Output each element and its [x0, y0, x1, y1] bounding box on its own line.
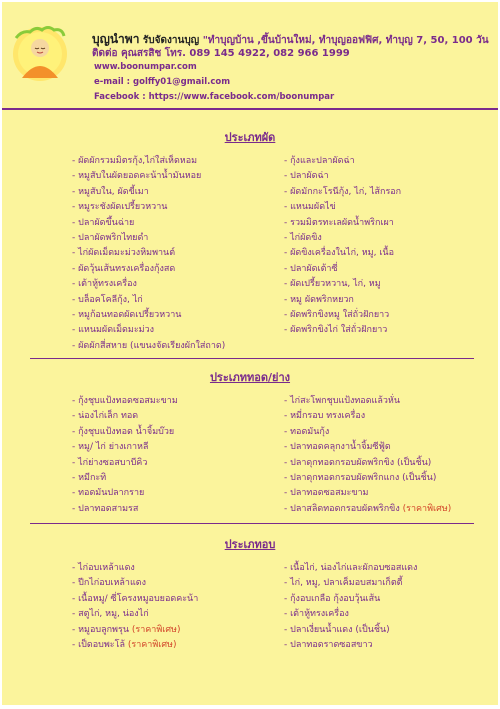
menu-item: - หมี่กรอบ ทรงเครื่อง [284, 411, 366, 422]
menu-item: - ปลาดุกทอดกรอบผัดพริกแกง (เป็นชิ้น) [284, 472, 437, 483]
section-title: ประเภทอบ [224, 538, 276, 551]
menu-item: - ปลาทอดคลุกงาน้ำจิ้มซีฟู้ด [284, 442, 391, 453]
menu-item: - ไก่ผัดขิง [284, 232, 322, 243]
menu-list-right [284, 561, 417, 653]
menu-item: - ปลาทอดสามรส [72, 503, 139, 514]
menu-item: - ปลาผัดฉ่า [284, 171, 329, 182]
menu-item: - ไก่อบเหล้าแดง [72, 563, 135, 573]
menu-item: - ผัดขิงเครื่องในไก่, หมู, เนื้อ [284, 248, 394, 259]
website-link[interactable]: www.boonumpar.com [94, 62, 197, 72]
email-link[interactable]: e-mail : golffy01@gmail.com [94, 77, 231, 87]
facebook-link[interactable]: Facebook : https://www.facebook.com/boonumpar [94, 92, 335, 102]
section-title: ประเภทผัด [224, 131, 276, 144]
menu-item: - ปลาเงี่ยนน้ำแดง (เป็นชิ้น) [284, 624, 390, 635]
menu-item: - ไก่, หมู, ปลาเค็มอบสมาเก็ตตี้ [284, 578, 403, 589]
menu-item: - กุ้งชุบแป้งทอด น้ำจิ้มบ๊วย [72, 426, 175, 437]
menu-item: - หมีกะทิ [72, 472, 107, 483]
menu-list-left [72, 394, 178, 517]
menu-item: - ผัดมักกะโรนีกุ้ง, ไก่, ไส้กรอก [284, 186, 402, 197]
menu-item: - หมูสับใน, ผัดขี้เมา [72, 186, 149, 197]
menu-item: - ไก่สะโพกชุบแป้งทอดแล้วหั่น [284, 396, 400, 406]
menu-item: - เนื้อไก่, น่องไก่และผักอบซอสแดง [284, 563, 418, 573]
menu-item: - เต้าหู้ทรงเครื่อง [284, 609, 349, 620]
contact-phone: ติดต่อ คุณสรสิช โทร. 089 145 4922, 082 966 1999 [92, 48, 350, 59]
menu-item: - แหนมผัดไข่ [284, 202, 336, 213]
menu-page [2, 2, 498, 705]
menu-list-right [284, 154, 401, 339]
section-title: ประเภททอด/ย่าง [209, 371, 291, 384]
menu-item: - ผัดวุ้นเส้นทรงเครื่องกุ้งสด [72, 263, 176, 274]
menu-item: - รวมมิตรทะเลผัดน้ำพริกเผา [284, 217, 394, 228]
menu-item [72, 623, 198, 638]
menu-item-label: - หมูอบลูกพรุน [72, 624, 129, 635]
menu-item: - แหนมผัดเม็ดมะม่วง [72, 325, 155, 336]
menu-item: - กุ้งและปลาผัดฉ่า [284, 156, 355, 166]
menu-item: - เนื้อหมู/ ซี่โครงหมูอบยอดคะน้า [72, 593, 199, 604]
menu-item: - ปลาผัดขึ้นฉ่าย [72, 217, 135, 228]
special-price-tag: (ราคาพิเศษ) [402, 503, 452, 514]
menu-item: - หมูระชังผัดเปรี้ยวหวาน [72, 202, 168, 213]
menu-item: - ปลาทอดราดซอสขาว [284, 639, 373, 650]
menu-item: - ผัดผักสี่สหาย (แขนงจัดเรียงผักใส่ถาด) [72, 340, 226, 351]
menu-item [284, 502, 451, 517]
header [2, 2, 498, 110]
menu-item: - หมูก้อนทอดผัดเปรี้ยวหวาน [72, 309, 182, 320]
menu-item: - ปลาทอดซอสมะขาม [284, 488, 369, 499]
menu-item: - สตูไก่, หมู, น่องไก่ [72, 609, 149, 620]
menu-list-left [72, 154, 225, 354]
menu-item: - ปลาดุกทอดกรอบผัดพริกขิง (เป็นชิ้น) [284, 457, 432, 468]
menu-item: - หมูสับในผัดยอดคะน้าน้ำมันหอย [72, 171, 202, 182]
menu-item: - ทอดมันกุ้ง [284, 426, 330, 437]
menu-item: - ไก่ย่างซอสบาบีคิว [72, 457, 148, 468]
menu-item-label: - เป็ดอบพะโล้ [72, 639, 125, 650]
menu-item [72, 638, 198, 653]
services-prefix: รับจัดงานบุญ [142, 35, 200, 46]
section-divider [30, 358, 474, 359]
menu-item: - เต้าหู้ทรงเครื่อง [72, 279, 137, 290]
menu-item: - ผัดผักรวมมิตรกุ้ง,ไก่ใส่เห็ดหอม [72, 156, 198, 166]
menu-list-left [72, 561, 198, 653]
menu-item: - ทอดมันปลากราย [72, 488, 145, 499]
menu-item: - ผัดพริกขิงหมู ใส่ถั่วฝักยาว [284, 309, 390, 320]
menu-item: - หมู ผัดพริกหยวก [284, 294, 354, 305]
menu-item: - ปีกไก่อบเหล้าแดง [72, 578, 146, 589]
special-price-tag: (ราคาพิเศษ) [131, 624, 181, 635]
menu-item: - ผัดพริกขิงไก่ ใส่ถั่วฝักยาว [284, 325, 388, 336]
monk-logo-icon [10, 24, 70, 84]
menu-item: - ผัดเปรี้ยวหวาน, ไก่, หมู [284, 279, 381, 290]
menu-item: - ปลาผัดเต้าซี่ [284, 263, 338, 274]
menu-item: - กุ้งชุบแป้งทอดซอสมะขาม [72, 396, 178, 406]
menu-item: - บล็อคโคลีกุ้ง, ไก่ [72, 294, 143, 305]
special-price-tag: (ราคาพิเศษ) [127, 639, 177, 650]
services-list: "ทำบุญบ้าน ,ขึ้นบ้านใหม่, ทำบุญออฟฟิศ, ทำบุญ 7, 50, 100 วัน [202, 35, 489, 46]
menu-item-label: - ปลาสลิดทอดกรอบผัดพริกขิง [284, 503, 400, 514]
menu-list-right [284, 394, 451, 517]
menu-item: - ปลาผัดพริกไทยดำ [72, 232, 149, 243]
menu-item: - กุ้งอบเกลือ กุ้งอบวุ้นเส้น [284, 593, 381, 604]
brand-name: บุญนำพา [92, 32, 140, 46]
section-divider [30, 523, 474, 524]
menu-item: - น่องไก่เล็ก ทอด [72, 411, 139, 422]
menu-item: - ไก่ผัดเม็ดมะม่วงหิมพานต์ [72, 248, 176, 259]
header-divider [2, 108, 498, 110]
menu-item: - หมู/ ไก่ ย่างเกาหลี [72, 442, 149, 453]
